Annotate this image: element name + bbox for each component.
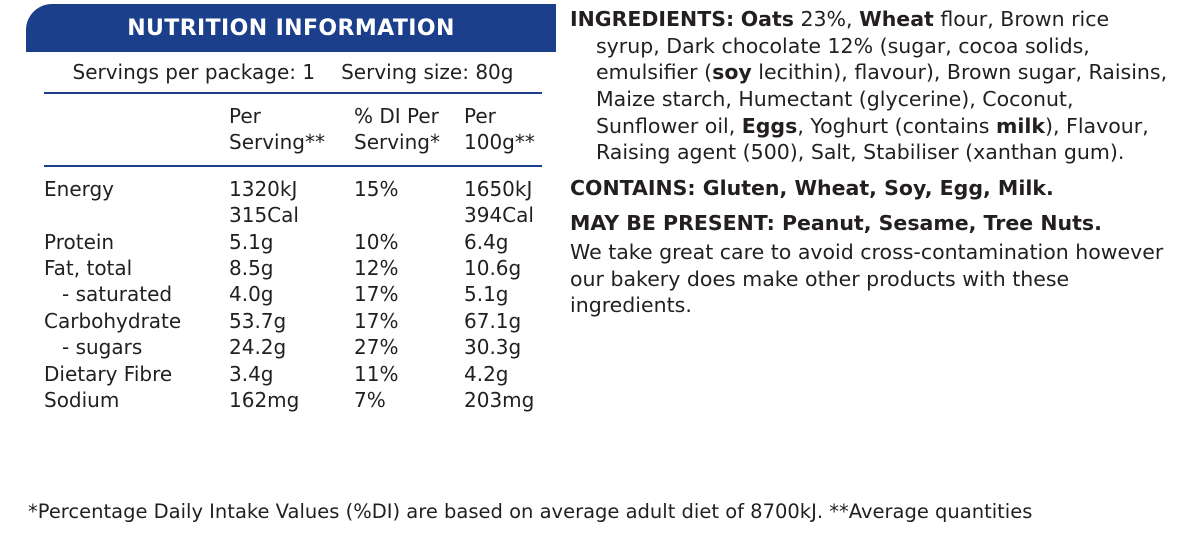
row-per-serving: 53.7g [229,308,287,333]
table-row [44,308,542,334]
row-per-100g-alt: 394Cal [464,203,534,228]
row-per-serving: 8.5g [229,255,274,280]
row-per-100g: 67.1g [464,308,522,333]
table-row [44,229,542,255]
row-label: Carbohydrate [44,308,182,333]
ingredient-segment: Wheat [859,7,934,31]
table-row [44,255,542,281]
cross-contamination-note: We take great care to avoid cross-contamination however our bakery does make other products with these ingredients. [570,240,1164,318]
contains-statement: CONTAINS: Gluten, Wheat, Soy, Egg, Milk. [570,175,1054,200]
row-label: Protein [44,229,115,254]
nutrition-information-panel [26,4,556,413]
table-row [44,361,542,387]
header-di-per-serving [354,94,464,165]
nutrition-table-header-row [44,94,542,165]
header-per-serving [229,94,354,165]
row-label-alt [44,202,229,228]
ingredients-heading: INGREDIENTS: [570,7,735,31]
row-per-100g: 6.4g [464,229,509,254]
row-per-100g: 203mg [464,387,535,412]
row-di: 7% [354,387,386,412]
nutrition-table [44,94,542,165]
row-label: - saturated [62,282,173,307]
row-per-100g: 5.1g [464,282,509,307]
row-di-alt [354,202,464,228]
row-label: Fat, total [44,255,133,280]
row-di: 27% [354,335,399,360]
row-di: 17% [354,308,399,333]
table-row [44,334,542,360]
header-per-100g-line2: 100g** [464,130,535,155]
table-row-secondary [44,202,542,228]
header-per-100g [464,94,542,165]
ingredient-segment: milk [995,113,1046,138]
ingredient-segment: soy [712,60,752,85]
ingredient-segment: ), Flavour, Raising agent (500), Salt, Stabiliser (xanthan gum). [596,113,1149,165]
row-per-serving-alt: 315Cal [229,203,299,228]
table-row [44,281,542,307]
row-label: Dietary Fibre [44,361,173,386]
ingredient-segment: 23%, [793,7,860,31]
nutrition-panel-title: NUTRITION INFORMATION [127,15,455,41]
ingredient-segment: Eggs [741,113,798,138]
ingredients-panel [570,6,1178,319]
row-di: 10% [354,229,399,254]
serving-size: Serving size: 80g [341,60,514,84]
header-blank [44,94,229,165]
ingredients-statement [570,6,1178,166]
table-row [44,176,542,202]
header-di-line1: % DI Per [354,104,439,128]
row-per-serving: 24.2g [229,335,287,360]
ingredient-segment: , Yoghurt (contains [797,113,996,138]
row-per-serving: 5.1g [229,229,274,254]
daily-intake-footnote: *Percentage Daily Intake Values (%DI) are based on average adult diet of 8700kJ. **Average quantities [28,500,1033,523]
ingredient-segment: flour, Brown rice syrup, Dark chocolate 12% (sugar, cocoa solids, emulsifier ( [596,7,1110,85]
row-di: 11% [354,361,399,386]
header-per-100g-line1: Per [464,104,496,128]
row-per-serving: 162mg [229,387,300,412]
row-di: 17% [354,282,399,307]
servings-per-package: Servings per package: 1 [72,60,316,84]
row-per-serving: 1320kJ [229,176,298,201]
row-di: 15% [354,176,399,201]
header-per-serving-line1: Per [229,104,261,128]
row-per-100g: 10.6g [464,255,522,280]
row-per-serving: 4.0g [229,282,274,307]
ingredient-segment: lecithin), flavour), Brown sugar, Raisins, Maize starch, Humectant (glycerine), Coconut, Sunflower oil, [596,60,1168,138]
row-di: 12% [354,255,399,280]
row-per-100g: 30.3g [464,335,522,360]
row-per-100g: 1650kJ [464,176,533,201]
row-label: Energy [44,176,115,201]
header-di-line2: Serving* [354,130,440,155]
row-per-serving: 3.4g [229,361,274,386]
ingredient-segment: Oats [740,7,794,31]
table-row [44,387,542,413]
row-per-100g: 4.2g [464,361,509,386]
spacer-row [44,167,542,176]
row-label: - sugars [62,335,143,360]
nutrition-values-table [44,167,542,414]
may-be-present-statement: MAY BE PRESENT: Peanut, Sesame, Tree Nuts. [570,211,1102,236]
row-label: Sodium [44,387,120,412]
nutrition-table-body [26,52,556,413]
servings-row [44,52,542,92]
header-per-serving-line2: Serving** [229,130,325,155]
nutrition-header-banner [26,4,556,52]
